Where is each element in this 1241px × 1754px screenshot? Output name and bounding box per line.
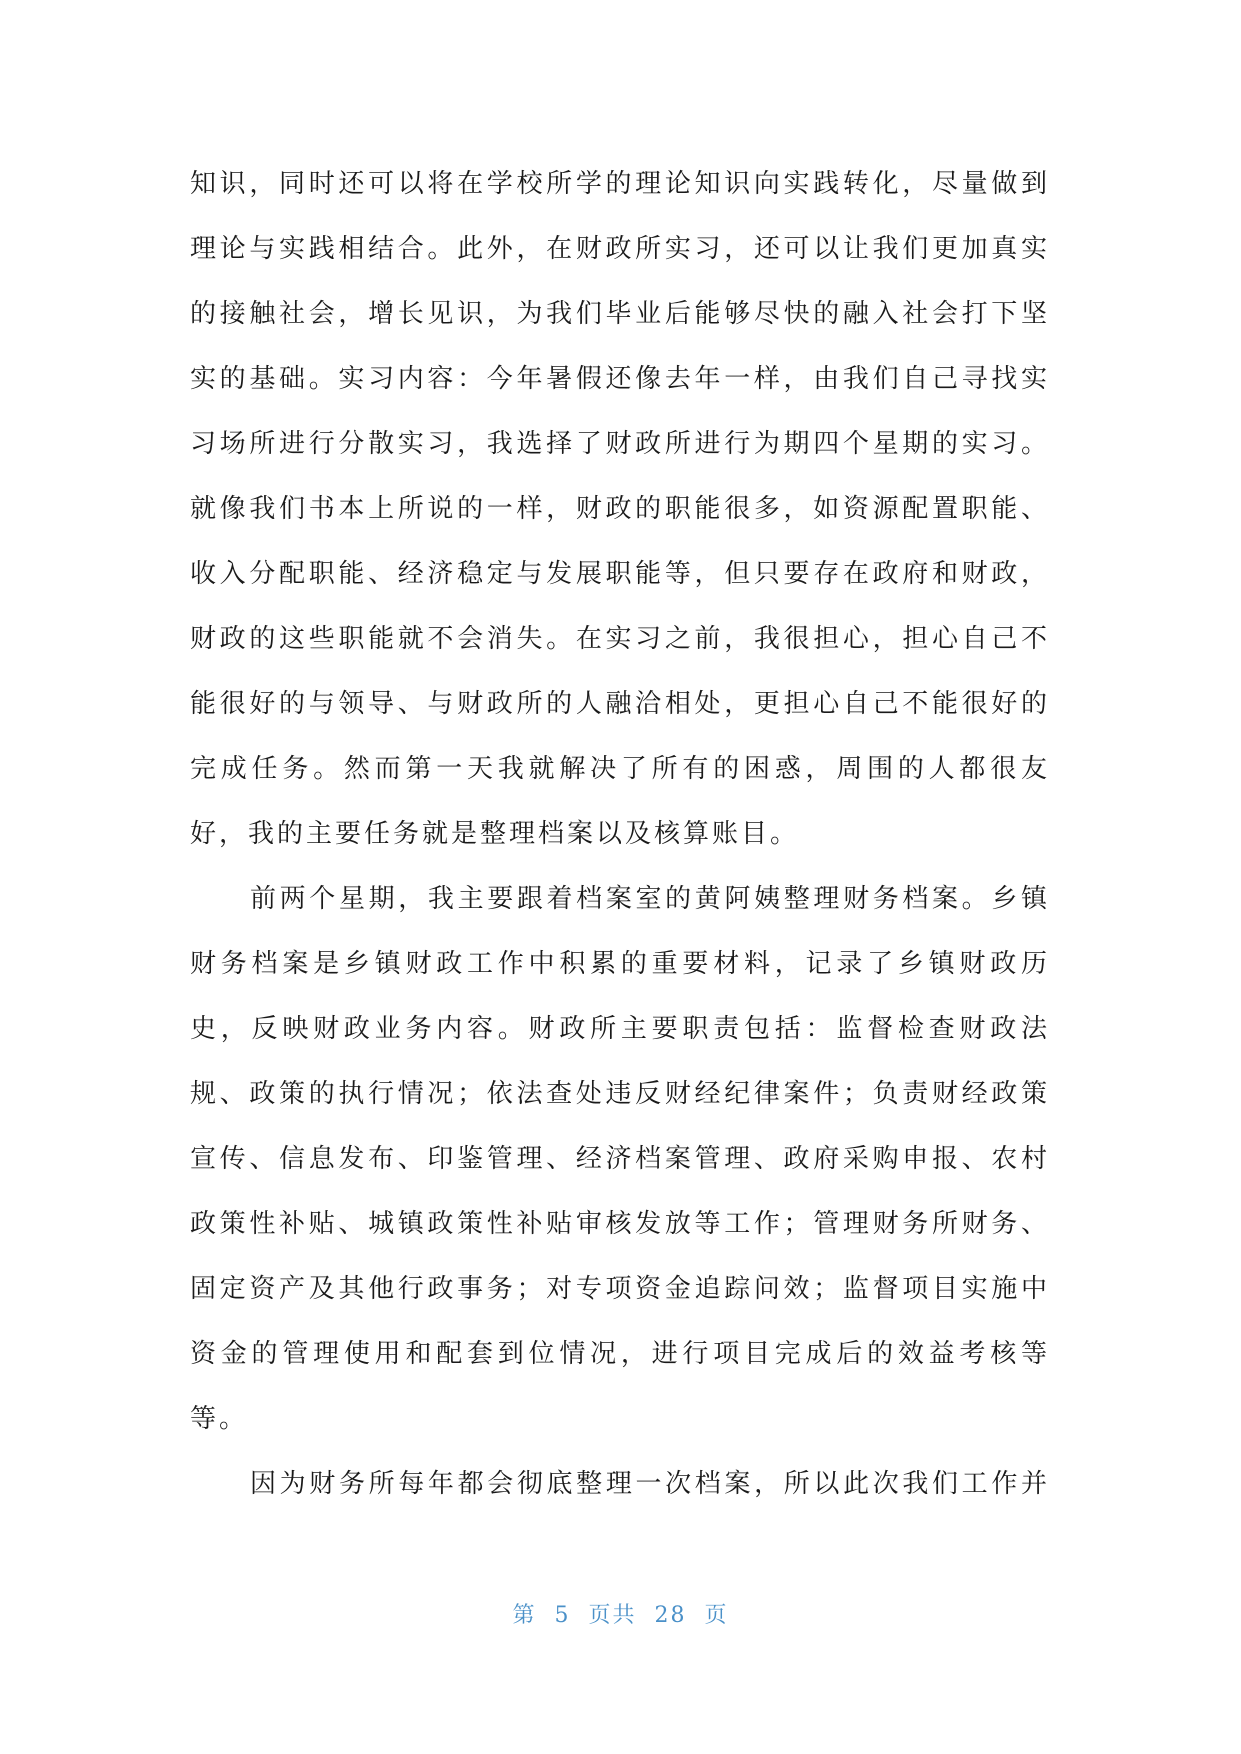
text-line: 史，反映财政业务内容。财政所主要职责包括：监督检查财政法 [190,1014,1050,1044]
page-number-footer [0,1598,1241,1629]
footer-prefix: 第 [512,1603,537,1628]
text-line: 政策性补贴、城镇政策性补贴审核发放等工作；管理财务所财务、 [190,1209,1050,1239]
text-line: 理论与实践相结合。此外，在财政所实习，还可以让我们更加真实 [190,234,1050,264]
text-line: 资金的管理使用和配套到位情况，进行项目完成后的效益考核等 [190,1339,1050,1369]
text-line: 等。 [190,1404,249,1434]
text-line: 收入分配职能、经济稳定与发展职能等，但只要存在政府和财政， [190,559,1050,589]
text-line: 前两个星期，我主要跟着档案室的黄阿姨整理财务档案。乡镇 [250,884,1050,914]
text-line: 财务档案是乡镇财政工作中积累的重要材料，记录了乡镇财政历 [190,949,1050,979]
text-line: 固定资产及其他行政事务；对专项资金追踪问效；监督项目实施中 [190,1274,1050,1304]
text-line: 实的基础。实习内容：今年暑假还像去年一样，由我们自己寻找实 [190,364,1050,394]
text-line: 规、政策的执行情况；依法查处违反财经纪律案件；负责财经政策 [190,1079,1050,1109]
total-page-count: 28 [654,1603,687,1628]
text-line: 好，我的主要任务就是整理档案以及核算账目。 [190,819,800,849]
text-line: 习场所进行分散实习，我选择了财政所进行为期四个星期的实习。 [190,429,1050,459]
current-page-number: 5 [554,1603,571,1628]
footer-middle: 页共 [588,1603,637,1628]
text-line: 宣传、信息发布、印鉴管理、经济档案管理、政府采购申报、农村 [190,1144,1050,1174]
text-line: 知识，同时还可以将在学校所学的理论知识向实践转化，尽量做到 [190,169,1050,199]
paragraph-3 [190,1452,1050,1517]
text-line: 能很好的与领导、与财政所的人融洽相处，更担心自己不能很好的 [190,689,1050,719]
text-line: 的接触社会，增长见识，为我们毕业后能够尽快的融入社会打下坚 [190,299,1050,329]
text-line: 完成任务。然而第一天我就解决了所有的困惑，周围的人都很友 [190,754,1050,784]
document-body [190,152,1050,1517]
text-line: 因为财务所每年都会彻底整理一次档案，所以此次我们工作并 [250,1469,1050,1499]
footer-suffix: 页 [704,1603,729,1628]
paragraph-2 [190,867,1050,1452]
text-line: 财政的这些职能就不会消失。在实习之前，我很担心，担心自己不 [190,624,1050,654]
paragraph-1 [190,152,1050,867]
text-line: 就像我们书本上所说的一样，财政的职能很多，如资源配置职能、 [190,494,1050,524]
